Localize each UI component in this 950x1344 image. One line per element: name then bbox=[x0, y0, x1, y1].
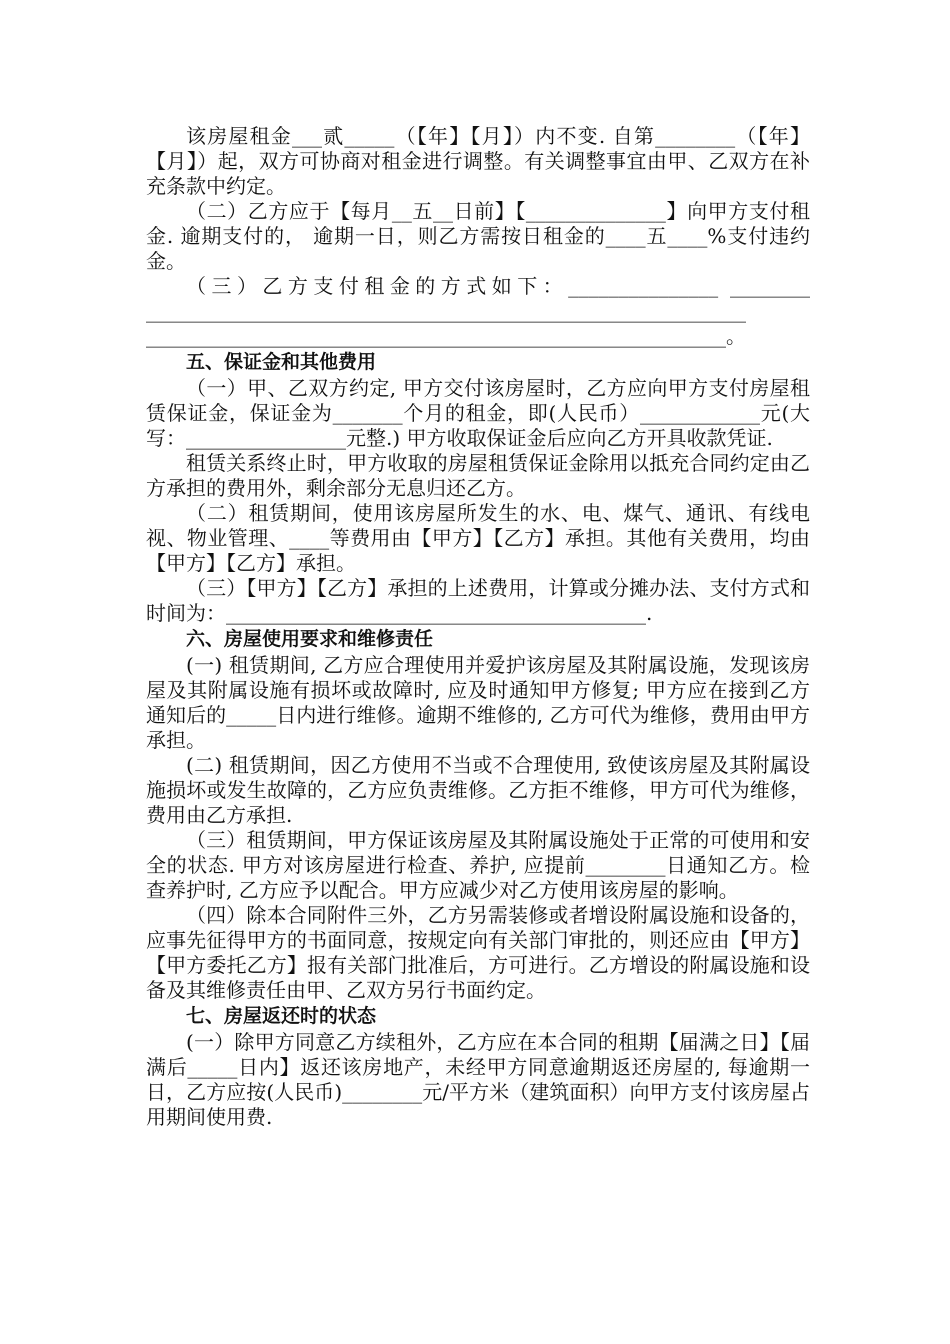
section-five-heading: 五、保证金和其他费用 bbox=[186, 351, 377, 373]
maintenance-clause-2: (二) 租赁期间，因乙方使用不当或不合理使用, 致使该房屋及其附属设施损坏或发生故障的，乙方应负责维修。乙方拒不维修，甲方可代为维修，费用由乙方承担. bbox=[146, 753, 810, 827]
section-seven-heading: 七、房屋返还时的状态 bbox=[186, 1005, 377, 1027]
maintenance-clause-3: （三）租赁期间，甲方保证该房屋及其附属设施处于正常的可使用和安全的状态. 甲方对该房屋进行检查、养护, 应提前________日通知乙方。检查养护时, 乙方应予以配合。甲方应减少对乙方使用该房屋的影响。 bbox=[146, 828, 810, 902]
rent-fixed-paragraph: 该房屋租金___贰_____（【年】【月】）内不变. 自第________（【年】【月】）起，双方可协商对租金进行调整。有关调整事宜由甲、乙双方在补充条款中约定。 bbox=[146, 124, 810, 198]
maintenance-clause-1: (一) 租赁期间, 乙方应合理使用并爱护该房屋及其附属设施，发现该房屋及其附属设施有损坏或故障时, 应及时通知甲方修复; 甲方应在接到乙方通知后的_____日内进行维修。逾期不维修的, 乙方可代为维修，费用由甲方承担。 bbox=[146, 653, 810, 752]
utilities-paragraph: （二）租赁期间，使用该房屋所发生的水、电、煤气、通讯、有线电视、物业管理、____等费用由【甲方】【乙方】承担。其他有关费用，均由【甲方】【乙方】承担。 bbox=[146, 501, 810, 575]
return-clause-1: (一）除甲方同意乙方续租外，乙方应在本合同的租期【届满之日】【届满后_____日内】返还该房地产，未经甲方同意逾期返还房屋的, 每逾期一日，乙方应按(人民币)________元/平方米（建筑面积）向甲方支付该房屋占用期间使用费. bbox=[146, 1030, 810, 1129]
contract-body bbox=[146, 124, 810, 1130]
rent-payment-method-paragraph: （三）乙方支付租金的方式如下：_______________ ________ ____________________________________________________________ __________________________________________________________。 bbox=[146, 274, 810, 348]
fees-calculation-paragraph: （三）【甲方】【乙方】承担的上述费用，计算或分摊办法、支付方式和时间为：__________________________________________. bbox=[146, 576, 810, 625]
rent-payment-deadline-paragraph: （二）乙方应于【每月__五__日前】【______________】向甲方支付租金. 逾期支付的， 逾期一日，则乙方需按日租金的____五____%支付违约金。 bbox=[146, 199, 810, 273]
deposit-paragraph: （一）甲、乙双方约定, 甲方交付该房屋时，乙方应向甲方支付房屋租赁保证金，保证金为_______个月的租金，即(人民币）____________元(大写：________________元整.) 甲方收取保证金后应向乙方开具收款凭证. bbox=[146, 376, 810, 450]
section-six-heading: 六、房屋使用要求和维修责任 bbox=[186, 628, 434, 650]
maintenance-clause-4: （四）除本合同附件三外，乙方另需装修或者增设附属设施和设备的，应事先征得甲方的书面同意，按规定向有关部门审批的，则还应由【甲方】【甲方委托乙方】报有关部门批准后，方可进行。乙方增设的附属设施和设备及其维修责任由甲、乙双方另行书面约定。 bbox=[146, 903, 810, 1002]
deposit-return-paragraph: 租赁关系终止时，甲方收取的房屋租赁保证金除用以抵充合同约定由乙方承担的费用外，剩余部分无息归还乙方。 bbox=[146, 451, 810, 500]
